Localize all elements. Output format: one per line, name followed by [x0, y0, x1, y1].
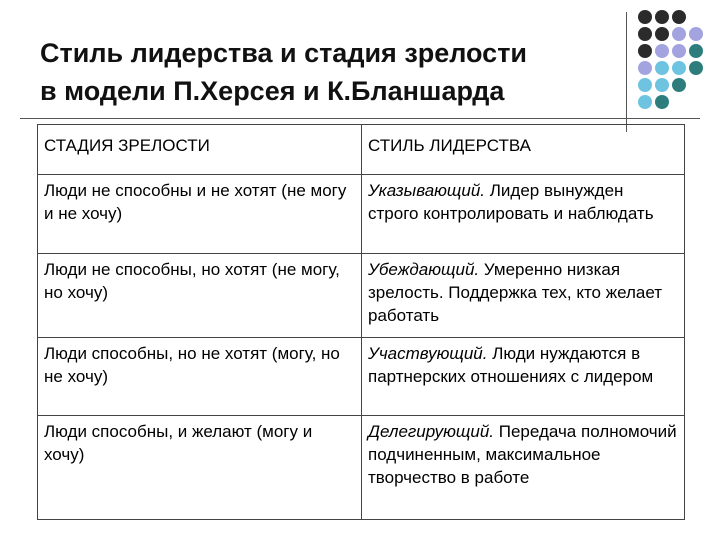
maturity-leadership-table: [37, 124, 685, 520]
style-name: Делегирующий.: [368, 422, 495, 441]
header-style: СТИЛЬ ЛИДЕРСТВА: [362, 125, 685, 175]
decor-dot: [672, 78, 686, 92]
table-row: [38, 416, 685, 520]
decor-dot: [689, 78, 703, 92]
style-desc: Умеренно низкая зрелость. Поддержка тех, кто желает работать: [368, 260, 663, 325]
decor-dot: [672, 27, 686, 41]
decor-dot: [638, 95, 652, 109]
decor-dot: [672, 10, 686, 24]
style-desc: Лидер вынужден строго контролировать и наблюдать: [368, 181, 654, 223]
decor-dot: [638, 27, 652, 41]
slide-title: [40, 34, 620, 110]
style-cell: [362, 254, 685, 338]
style-name: Указывающий.: [368, 181, 486, 200]
title-line-1: Стиль лидерства и стадия зрелости: [40, 38, 528, 68]
style-desc: Люди нуждаются в партнерских отношениях с лидером: [368, 344, 654, 386]
decor-dot: [689, 10, 703, 24]
decor-dot: [672, 61, 686, 75]
style-name: Участвующий.: [368, 344, 488, 363]
decor-dot: [689, 95, 703, 109]
stage-cell: Люди способны, но не хотят (могу, но не хочу): [38, 338, 362, 416]
table-row: [38, 254, 685, 338]
decor-dot: [689, 61, 703, 75]
header-stage: СТАДИЯ ЗРЕЛОСТИ: [38, 125, 362, 175]
decor-dot: [638, 44, 652, 58]
decor-dot: [655, 27, 669, 41]
decor-vertical-line: [626, 12, 627, 132]
decor-dot: [638, 10, 652, 24]
title-line-2: в модели П.Херсея и К.Бланшарда: [40, 76, 505, 106]
stage-cell: Люди способны, и желают (могу и хочу): [38, 416, 362, 520]
style-desc: Передача полномочий подчиненным, максимальное творчество в работе: [368, 422, 677, 487]
stage-cell: Люди не способны, но хотят (не могу, но хочу): [38, 254, 362, 338]
decor-dot: [655, 10, 669, 24]
stage-cell: Люди не способны и не хотят (не могу и не хочу): [38, 175, 362, 254]
decor-horizontal-line: [20, 118, 700, 119]
style-cell: [362, 175, 685, 254]
decor-dot: [689, 27, 703, 41]
decor-dot-grid: [638, 10, 714, 109]
decor-dot: [638, 61, 652, 75]
decor-dot: [672, 95, 686, 109]
table-header-row: [38, 125, 685, 175]
style-name: Убеждающий.: [368, 260, 480, 279]
decor-dot: [655, 95, 669, 109]
decor-dot: [655, 44, 669, 58]
table-row: [38, 338, 685, 416]
decor-dot: [638, 78, 652, 92]
decor-dot: [672, 44, 686, 58]
decor-dot: [655, 61, 669, 75]
decor-dot: [689, 44, 703, 58]
table-row: [38, 175, 685, 254]
style-cell: [362, 416, 685, 520]
style-cell: [362, 338, 685, 416]
decor-dot: [655, 78, 669, 92]
